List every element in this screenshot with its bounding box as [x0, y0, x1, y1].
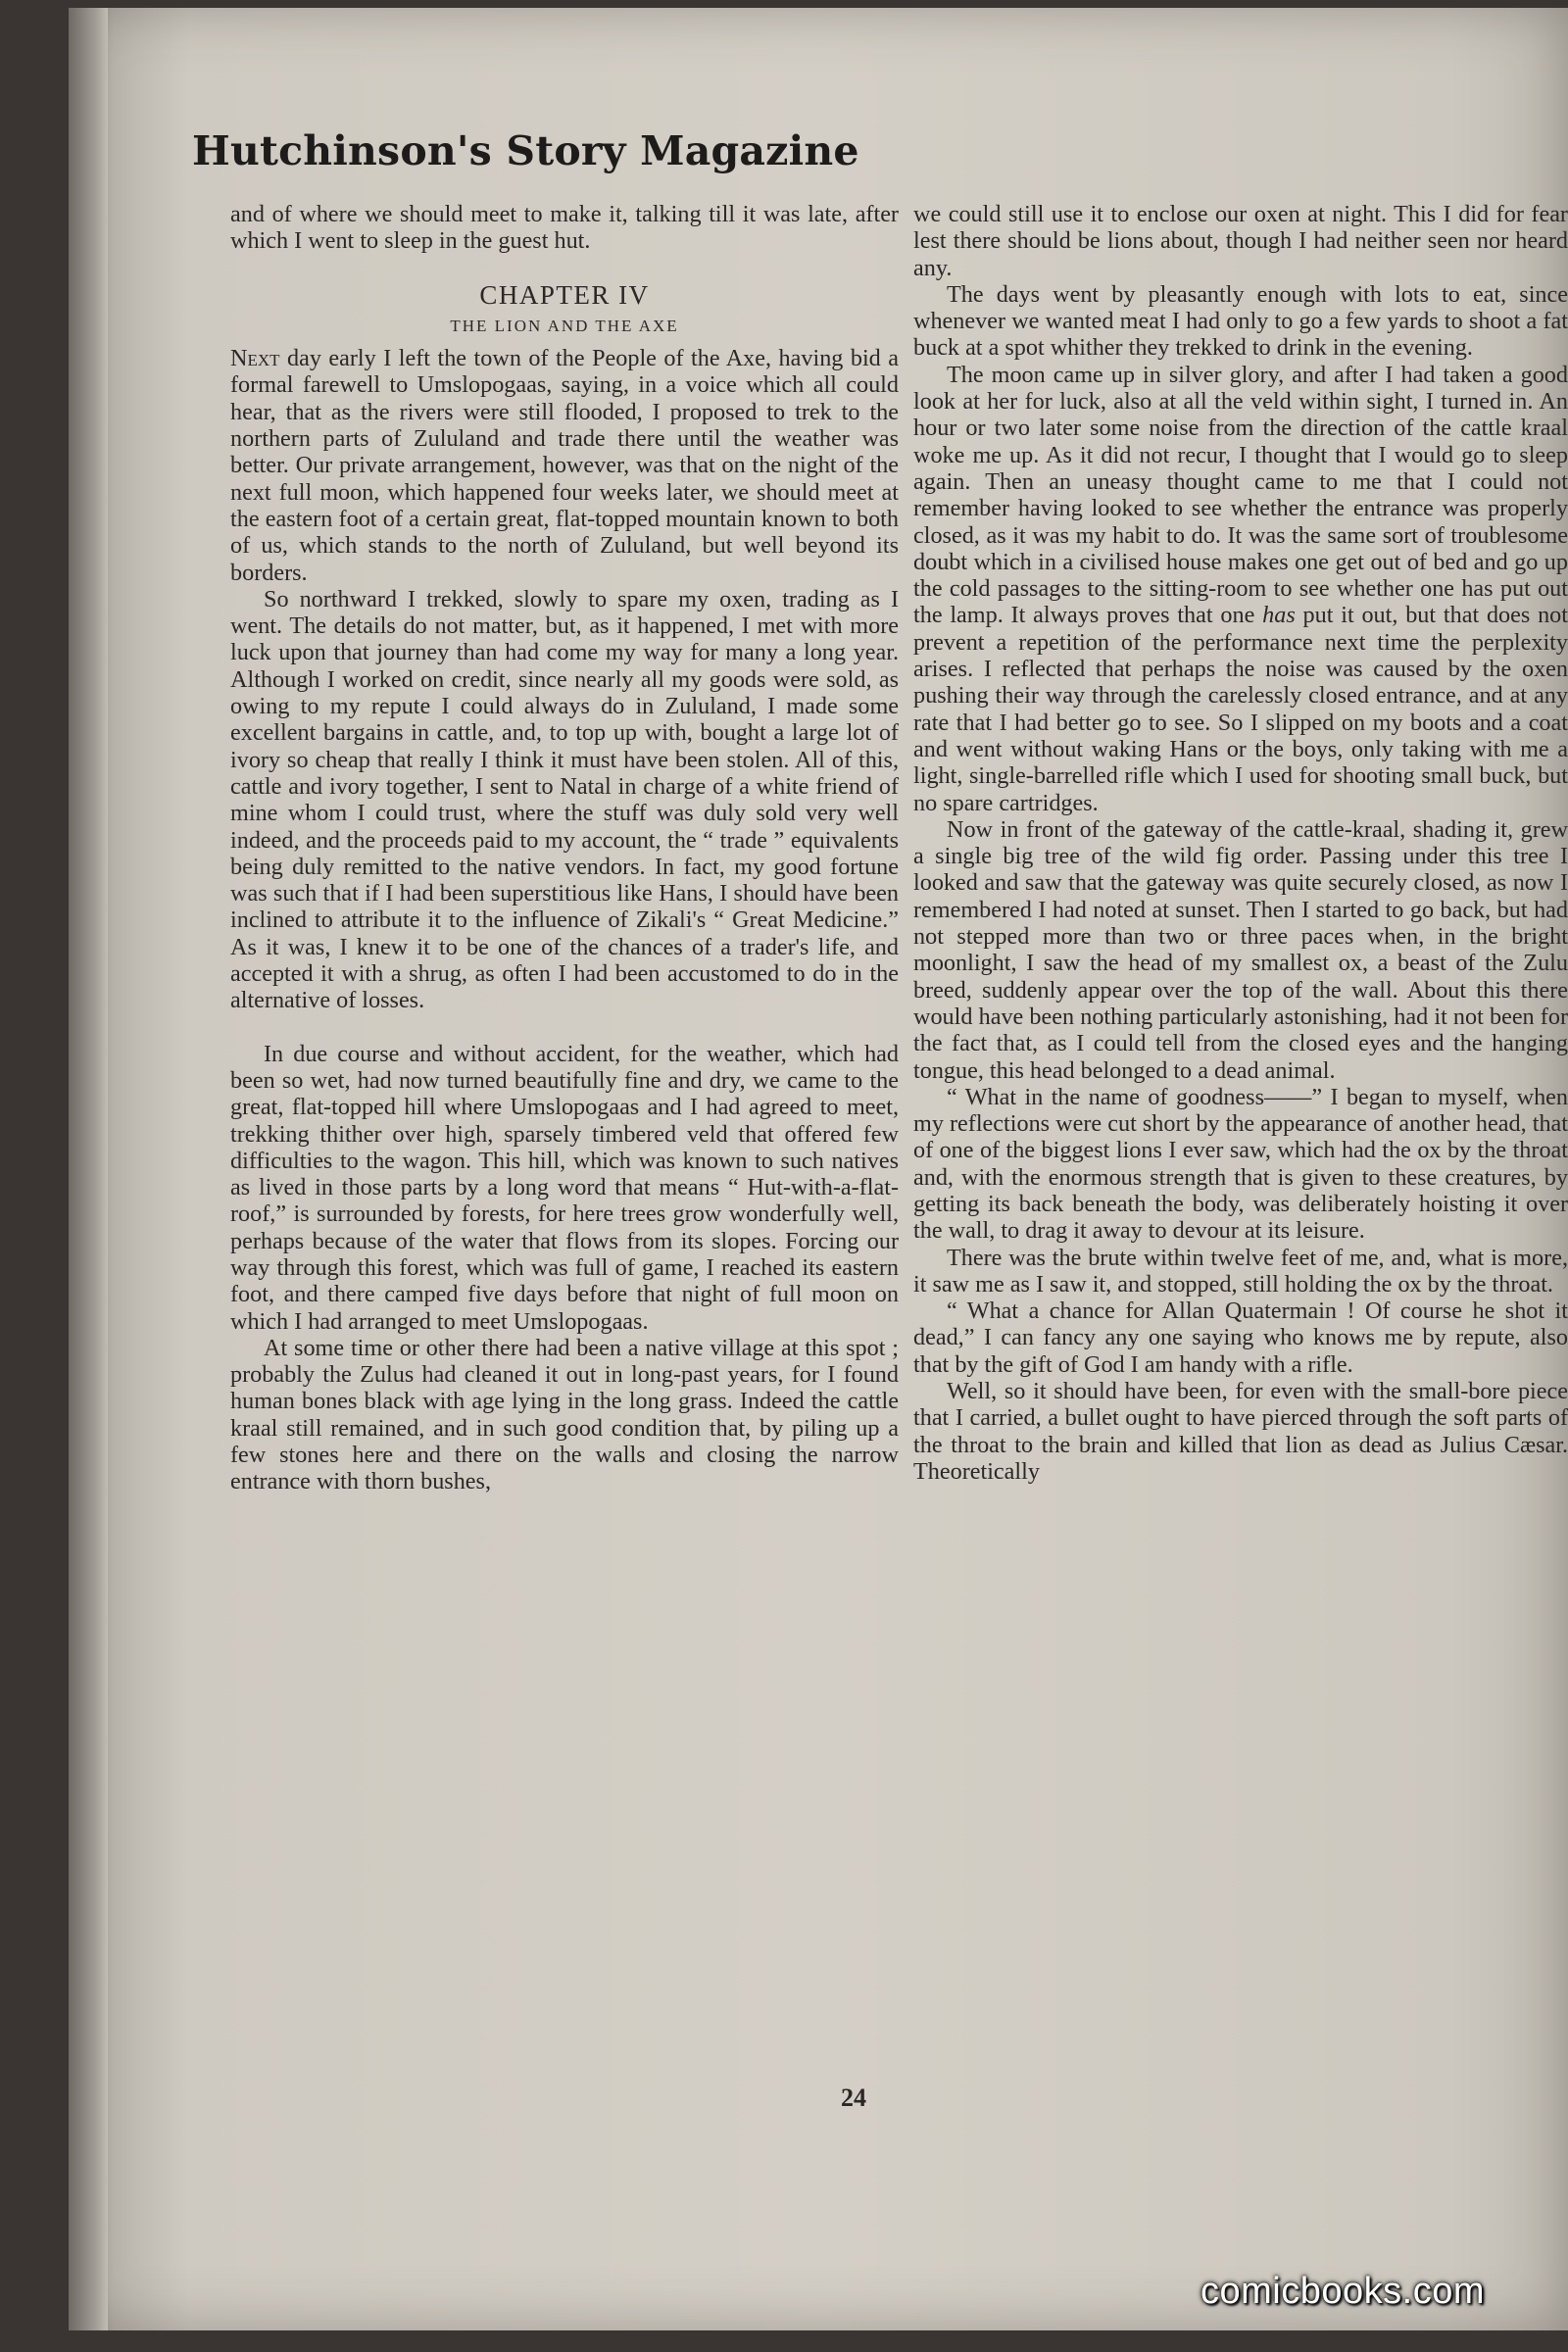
right-column [913, 201, 1568, 1485]
paragraph: So northward I trekked, slowly to spare my oxen, trading as I went. The details do not matter, but, as it happened, I met with more luck upon that journey than had come my way for many a long year. Although I worked on credit, since nearly all my goods were sold, as owing to my repute I could always do in Zululand, I made some excellent bargains in cattle, and, to top up with, bought a large lot of ivory so cheap that really I think it must have been stolen. All of this, cattle and ivory together, I sent to Natal in charge of a white friend of mine whom I could trust, where the stuff was duly sold very well indeed, and the proceeds paid to my account, the “ trade ” equivalents being duly remitted to the native vendors. In fact, my good fortune was such that if I had been superstitious like Hans, I should have been inclined to attribute it to the influence of Zikali's “ Great Medicine.” As it was, I knew it to be one of the chances of a trader's life, and accepted it with a shrug, as often I had been accustomed to do in the alternative of losses. [230, 585, 899, 1014]
paragraph: At some time or other there had been a native village at this spot ; probably the Zulus had cleaned it out in long-past years, for I found human bones black with age lying in the long grass. Indeed the cattle kraal still remained, and in such good condition that, by piling up a few stones here and there on the walls and closing the narrow entrance with thorn bushes, [230, 1334, 899, 1495]
paragraph: The days went by pleasantly enough with lots to eat, since whenever we wanted meat I had only to go a few yards to shoot a fat buck at a spot whither they trekked to drink in the evening. [913, 280, 1568, 362]
paragraph: “ What in the name of goodness——” I began to myself, when my reflections were cut short by the appearance of another head, that of one of the biggest lions I ever saw, which had the ox by the throat and, with the enormous strength that is given to these creatures, by getting its back beneath the body, was deliberately hoisting it over the wall, to drag it away to devour at its leisure. [913, 1083, 1568, 1245]
paragraph [913, 362, 1568, 816]
running-header: Hutchinson's Story Magazine [192, 127, 859, 174]
page-spine [69, 8, 108, 2330]
chapter-heading: CHAPTER IV [479, 279, 650, 310]
page-number: 24 [841, 2083, 866, 2112]
paragraph-text: day early I left the town of the People of the Axe, having bid a formal farewell to Umslopogaas, saying, in a voice which all could hear, that as the rivers were still flooded, I proposed to trek to the northern parts of Zululand and trade there until the weather was better. Our private arrangement, however, was that on the night of the next full moon, which happened four weeks later, we should meet at the eastern foot of a certain great, flat-topped mountain known to both of us, which stands to the north of Zululand, but well beyond its borders. [230, 345, 899, 586]
left-column [230, 201, 899, 1495]
paragraph-text: The moon came up in silver glory, and after I had taken a good look at her for luck, also at all the veld within sight, I turned in. An hour or two later some noise from the direction of the cattle kraal woke me up. As it did not recur, I thought that I would go to sleep again. Then an uneasy thought came to me that I could not remember having looked to see whether the entrance was properly closed, as it was my habit to do. It was the same sort of troublesome doubt which in a civilised house makes one get out of bed and go up the cold passages to the sitting-room to see whether one has put out the lamp. It always proves that one [913, 361, 1568, 629]
watermark: comicbooks.com [1200, 2271, 1485, 2312]
lead-word: Next [230, 345, 280, 372]
paragraph: In due course and without accident, for the weather, which had been so wet, had now turned beautifully fine and dry, we came to the great, flat-topped hill where Umslopogaas and I had agreed to meet, trekking thither over high, sparsely timbered veld that offered few difficulties to the wagon. This hill, which was known to such natives as lived in those parts by a long word that means “ Hut-with-a-flat-roof,” is surrounded by forests, for here trees grow wonderfully well, perhaps because of the water that flows from its slopes. Forcing our way through this forest, which was full of game, I reached its eastern foot, and there camped five days before that night of full moon on which I had arranged to meet Umslopogaas. [230, 1040, 899, 1335]
paragraph: and of where we should meet to make it, talking till it was late, after which I went to sleep in the guest hut. [230, 201, 899, 255]
paragraph-text: put it out, but that does not prevent a repetition of the performance next time the perplexity arises. I reflected that perhaps the noise was caused by the oxen pushing their way through the carelessly closed entrance, and at any rate that I had better go to see. So I slipped on my boots and a coat and went without waking Hans or the boys, only taking with me a light, single-barrelled rifle which I used for shooting small buck, but no spare cartridges. [913, 602, 1568, 816]
paragraph: “ What a chance for Allan Quatermain ! Of course he shot it dead,” I can fancy any one saying who knows me by repute, also that by the gift of God I am handy with a rifle. [913, 1298, 1568, 1378]
paragraph: There was the brute within twelve feet of me, and, what is more, it saw me as I saw it, and stopped, still holding the ox by the throat. [913, 1244, 1568, 1298]
paragraph: Well, so it should have been, for even with the small-bore piece that I carried, a bullet ought to have pierced through the soft parts of the throat to the brain and killed that lion as dead as Julius Cæsar. Theoretically [913, 1378, 1568, 1485]
paragraph [230, 345, 899, 586]
chapter-subtitle: THE LION AND THE AXE [450, 316, 679, 335]
paragraph: Now in front of the gateway of the cattle-kraal, shading it, grew a single big tree of the wild fig order. Passing under this tree I looked and saw that the gateway was quite securely closed, as now I remembered I had noted at sunset. Then I started to go back, but had not stepped more than two or three paces when, in the bright moonlight, I saw the head of my smallest ox, a beast of the Zulu breed, suddenly appear over the top of the wall. About this there would have been nothing particularly astonishing, had it not been for the fact that, as I could tell from the closed eyes and the hanging tongue, this head belonged to a dead animal. [913, 815, 1568, 1084]
emphasis-text: has [1262, 602, 1296, 629]
paragraph: we could still use it to enclose our oxen at night. This I did for fear lest there should be lions about, though I had neither seen nor heard any. [913, 201, 1568, 281]
